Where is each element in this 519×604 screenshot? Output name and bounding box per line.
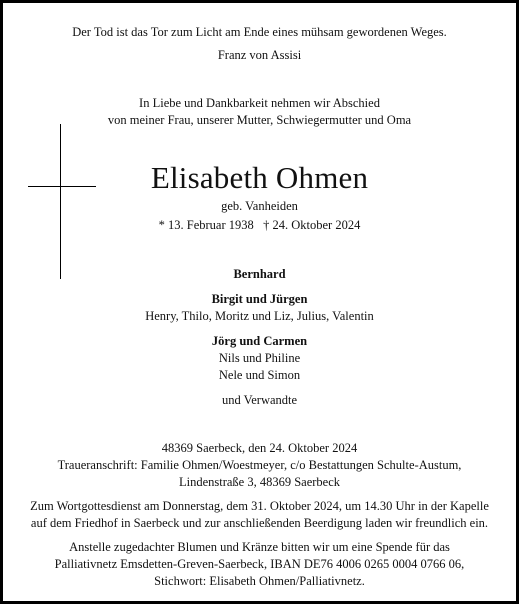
service-info-line-1: Zum Wortgottesdienst am Donnerstag, dem 31. Oktober 2024, um 14.30 Uhr in der Kapelle xyxy=(30,499,489,513)
donation-line-2: Palliativnetz Emsdetten-Greven-Saerbeck, IBAN DE76 4006 0265 0004 0766 06, xyxy=(54,557,465,571)
life-dates: * 13. Februar 1938 † 24. Oktober 2024 xyxy=(158,218,361,232)
maiden-name: geb. Vanheiden xyxy=(221,199,298,213)
intro-line-1: In Liebe und Dankbarkeit nehmen wir Abschied xyxy=(139,96,380,110)
donation-line-3: Stichwort: Elisabeth Ohmen/Palliativnetz. xyxy=(154,574,365,588)
family-group-1-heading: Birgit und Jürgen xyxy=(211,292,308,306)
service-info-line-2: auf dem Friedhof in Saerbeck und zur anschließenden Beerdigung laden wir freundlich ein. xyxy=(30,516,489,530)
motto-author: Franz von Assisi xyxy=(217,48,302,62)
donation-line-1: Anstelle zugedachter Blumen und Kränze bitten wir um eine Spende für das xyxy=(69,540,450,554)
mourning-address-line-2: Lindenstraße 3, 48369 Saerbeck xyxy=(178,475,341,489)
place-date: 48369 Saerbeck, den 24. Oktober 2024 xyxy=(161,441,358,455)
relatives-line: und Verwandte xyxy=(221,393,298,407)
spouse-name: Bernhard xyxy=(233,267,286,281)
family-group-2-line-1: Nils und Philine xyxy=(218,351,301,365)
mourning-address-line-1: Traueranschrift: Familie Ohmen/Woestmeyer, c/o Bestattungen Schulte-Austum, xyxy=(57,458,462,472)
intro-line-2: von meiner Frau, unserer Mutter, Schwiegermutter und Oma xyxy=(107,113,412,127)
family-group-2-heading: Jörg und Carmen xyxy=(211,334,308,348)
motto-quote: Der Tod ist das Tor zum Licht am Ende eines mühsam gewordenen Weges. xyxy=(72,25,447,39)
family-group-1-names: Henry, Thilo, Moritz und Liz, Julius, Valentin xyxy=(145,309,374,323)
family-group-2-line-2: Nele und Simon xyxy=(218,368,301,382)
deceased-name: Elisabeth Ohmen xyxy=(150,160,369,195)
